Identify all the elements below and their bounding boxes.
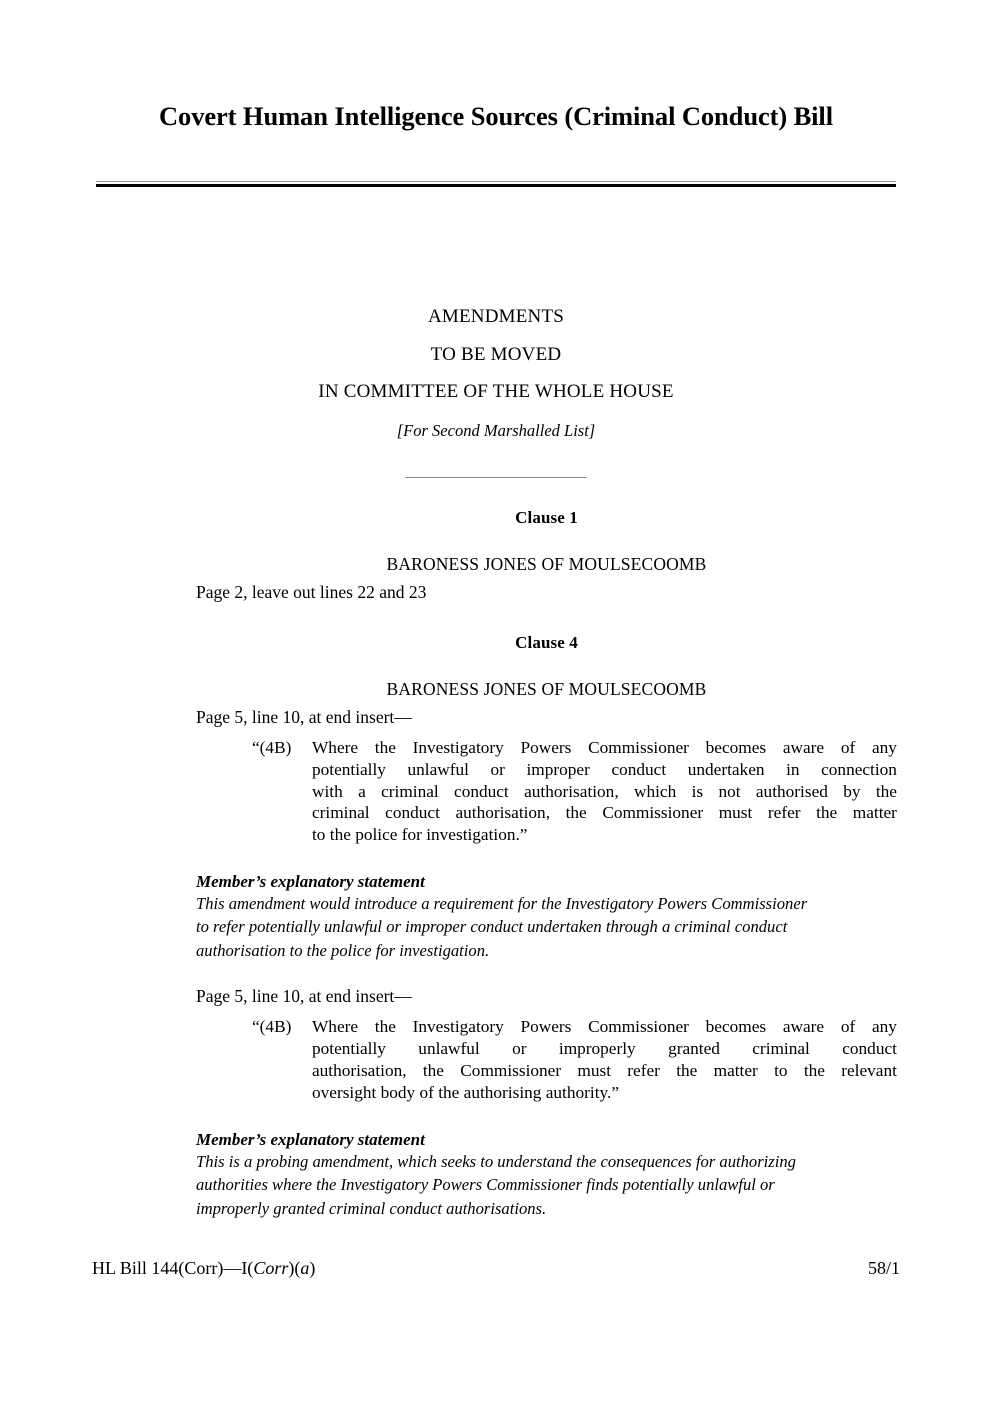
quote-number-2: “(4B) <box>252 1017 292 1037</box>
bill-ref-part: )( <box>288 1258 301 1278</box>
header-rule-thin <box>96 181 896 182</box>
statement-line: authorities where the Investigatory Powers Commissioner finds potentially unlawful or <box>196 1175 775 1195</box>
quote-line: Where the Investigatory Powers Commissioner becomes aware of any <box>312 738 897 757</box>
heading-to-be-moved: TO BE MOVED <box>430 343 562 365</box>
heading-amendments: AMENDMENTS <box>427 306 565 327</box>
bill-reference <box>92 1258 315 1279</box>
document-title: Covert Human Intelligence Sources (Criminal Conduct) Bill <box>159 101 833 131</box>
body-content <box>196 508 897 1220</box>
quote-line: criminal conduct authorisation, the Commissioner must refer the matter <box>312 803 897 823</box>
quote-number-1: “(4B) <box>252 738 292 757</box>
statement-line: This is a probing amendment, which seeks to understand the consequences for authorizing <box>196 1151 796 1171</box>
amendment-instruction-3: Page 5, line 10, at end insert— <box>196 986 412 1007</box>
quoted-amendment-2 <box>252 1016 897 1103</box>
clause-heading-1: Clause 1 <box>515 508 578 527</box>
bill-ref-part: HL Bill 144(Corr)—I( <box>92 1258 254 1278</box>
quote-text-1 <box>312 737 897 846</box>
page-number: 58/1 <box>867 1258 900 1278</box>
explanatory-statement-heading-1: Member’s explanatory statement <box>196 871 425 891</box>
title-block <box>96 98 896 135</box>
explanatory-statement-heading-2: Member’s explanatory statement <box>196 1129 425 1149</box>
explanatory-statement-body-1 <box>196 892 896 963</box>
amendment-instruction-1: Page 2, leave out lines 22 and 23 <box>196 582 427 602</box>
bill-ref-italic-a: a <box>300 1258 310 1278</box>
bill-ref-part: ) <box>309 1258 316 1278</box>
heading-marshalled-list-note: [For Second Marshalled List] <box>396 420 596 440</box>
statement-line: improperly granted criminal conduct authorisations. <box>196 1198 547 1218</box>
quote-line: potentially unlawful or improper conduct undertaken in connection <box>312 759 897 779</box>
heading-group <box>96 298 896 478</box>
quoted-amendment-1 <box>252 737 897 846</box>
quote-line: oversight body of the authorising authority.” <box>312 1082 620 1102</box>
clause-heading-4: Clause 4 <box>515 633 578 652</box>
quote-line: authorisation, the Commissioner must refer the matter to the relevant <box>312 1061 897 1081</box>
explanatory-statement-body-2 <box>196 1150 896 1221</box>
quote-text-2 <box>312 1016 897 1103</box>
quote-line: to the police for investigation.” <box>312 825 528 845</box>
quote-line: potentially unlawful or improperly granted criminal conduct <box>312 1039 897 1059</box>
header-double-rule <box>96 181 896 187</box>
heading-in-committee: IN COMMITTEE OF THE WHOLE HOUSE <box>318 381 674 402</box>
amendment-instruction-2: Page 5, line 10, at end insert— <box>196 707 412 727</box>
sponsor-name-1: BARONESS JONES OF MOULSECOOMB <box>386 554 707 574</box>
bill-ref-italic-corr: Corr <box>253 1258 289 1278</box>
quote-line: with a criminal conduct authorisation, which is not authorised by the <box>312 781 897 801</box>
quote-line: Where the Investigatory Powers Commissioner becomes aware of any <box>312 1017 897 1037</box>
statement-line: authorisation to the police for investigation. <box>196 940 490 960</box>
page-footer <box>92 1258 900 1279</box>
sponsor-name-2: BARONESS JONES OF MOULSECOOMB <box>386 679 707 699</box>
header-rule-thick <box>96 184 896 187</box>
section-divider-rule <box>405 477 587 479</box>
statement-line: This amendment would introduce a requirement for the Investigatory Powers Commissioner <box>196 893 808 913</box>
statement-line: to refer potentially unlawful or improper conduct undertaken through a criminal conduct <box>196 917 788 937</box>
